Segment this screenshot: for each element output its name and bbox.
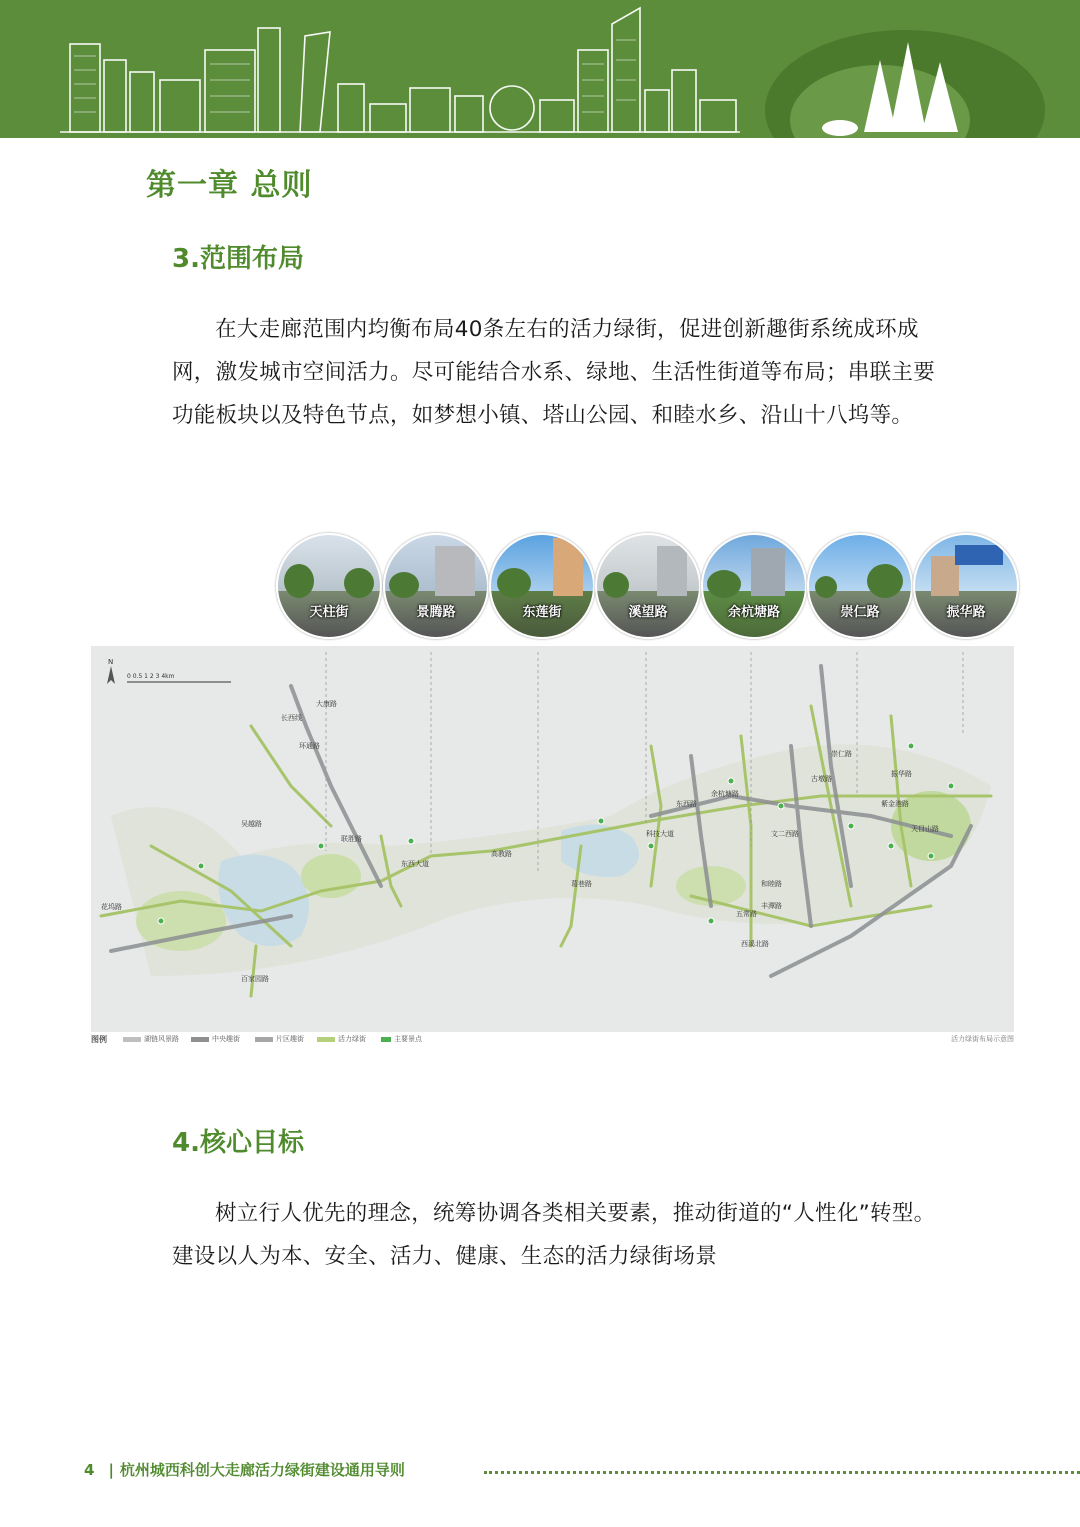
street-photo-row: [276, 533, 1016, 637]
north-label: N: [108, 658, 114, 666]
road-label: 大康路: [316, 700, 337, 708]
road-label: 文二西路: [771, 830, 799, 838]
core-goals-paragraph: 树立行人优先的理念，统筹协调各类相关要素，推动街道的“人性化”转型。建设以人为本、安全、活力、健康、生态的活力绿街场景: [172, 1201, 936, 1269]
street-label: 余杭塘路: [727, 605, 780, 620]
legend-item: [191, 1034, 240, 1044]
legend-item: [123, 1034, 179, 1044]
map-scale-bar: 0 0.5 1 2 3 4km: [127, 673, 175, 680]
road-label: 联胜路: [341, 835, 362, 843]
street-label: 溪望路: [628, 605, 668, 620]
road-label: 高教路: [491, 850, 512, 858]
road-label: 东西路: [676, 800, 697, 808]
legend-label: 中央趣街: [212, 1035, 240, 1043]
legend-label: 主要景点: [394, 1035, 422, 1043]
street-photo-chongren: [807, 533, 913, 639]
road-label: 吴越路: [241, 820, 262, 828]
chapter-title: 第一章 总则: [146, 168, 313, 203]
road-label: 和睦路: [761, 880, 782, 888]
street-photo-jingteng: [383, 533, 489, 639]
legend-label: 湖链风景路: [144, 1035, 179, 1043]
road-sign-icon: [955, 545, 1003, 565]
road-label: 古墩路: [811, 775, 832, 783]
city-skyline-illustration: [0, 0, 1080, 138]
header-banner: [0, 0, 1080, 138]
map-drawing: [91, 646, 1014, 1032]
street-photo-zhenhua: [913, 533, 1019, 639]
footer-doc-title: 杭州城西科创大走廊活力绿街建设通用导则: [119, 1461, 405, 1479]
street-label: 天柱街: [309, 605, 349, 620]
road-label: 环通路: [299, 742, 320, 750]
legend-label: 片区趣街: [276, 1035, 304, 1043]
road-label: 五常路: [736, 910, 757, 918]
scope-layout-paragraph: 在大走廊范围内均衡布局40条左右的活力绿街，促进创新趣街系统成环成网，激发城市空间活力。尽可能结合水系、绿地、生活性街道等布局；串联主要功能板块以及特色节点，如梦想小镇、塔山公园、和睦水乡、沿山十八坞等。: [172, 317, 936, 428]
road-label: 花坞路: [101, 903, 122, 911]
street-photo-yuhangtang: [701, 533, 807, 639]
street-photo-donglian: [489, 533, 595, 639]
street-label: 东莲街: [522, 605, 562, 620]
road-label: 丰潭路: [761, 902, 782, 910]
footer-dotted-rule: [484, 1471, 1080, 1474]
legend-title: 图例: [91, 1035, 107, 1044]
road-label: 长西线: [281, 714, 302, 722]
street-label: 崇仁路: [840, 605, 880, 620]
map-caption: 活力绿街布局示意图: [951, 1035, 1014, 1043]
road-label: 崇仁路: [831, 750, 852, 758]
section-title-core-goals: 4.核心目标: [172, 1128, 304, 1158]
page-footer: 4 | 杭州城西科创大走廊活力绿街建设通用导则: [84, 1461, 405, 1479]
legend-label: 活力绿街: [338, 1035, 366, 1043]
road-label: 天目山路: [911, 825, 939, 833]
road-label: 西溪北路: [741, 940, 769, 948]
road-label: 东西大道: [401, 860, 429, 868]
road-label: 振华路: [891, 770, 912, 778]
street-photo-tianzhu: [276, 533, 382, 639]
map-legend: [91, 1033, 1014, 1047]
road-label: 葛巷路: [571, 880, 592, 888]
road-label: 科技大道: [646, 830, 674, 838]
legend-item: [255, 1034, 304, 1044]
legend-item: [317, 1034, 366, 1044]
road-label: 紫金港路: [881, 800, 909, 808]
street-label: 景腾路: [416, 605, 456, 620]
street-label: 振华路: [946, 605, 986, 620]
street-photo-xiwang: [595, 533, 701, 639]
legend-item: [381, 1034, 422, 1044]
road-label: 余杭塘路: [711, 790, 739, 798]
section-title-scope-layout: 3.范围布局: [172, 244, 304, 274]
green-street-layout-map: [91, 646, 1014, 1032]
page-number: 4: [84, 1461, 95, 1479]
road-label: 百家园路: [241, 975, 269, 983]
